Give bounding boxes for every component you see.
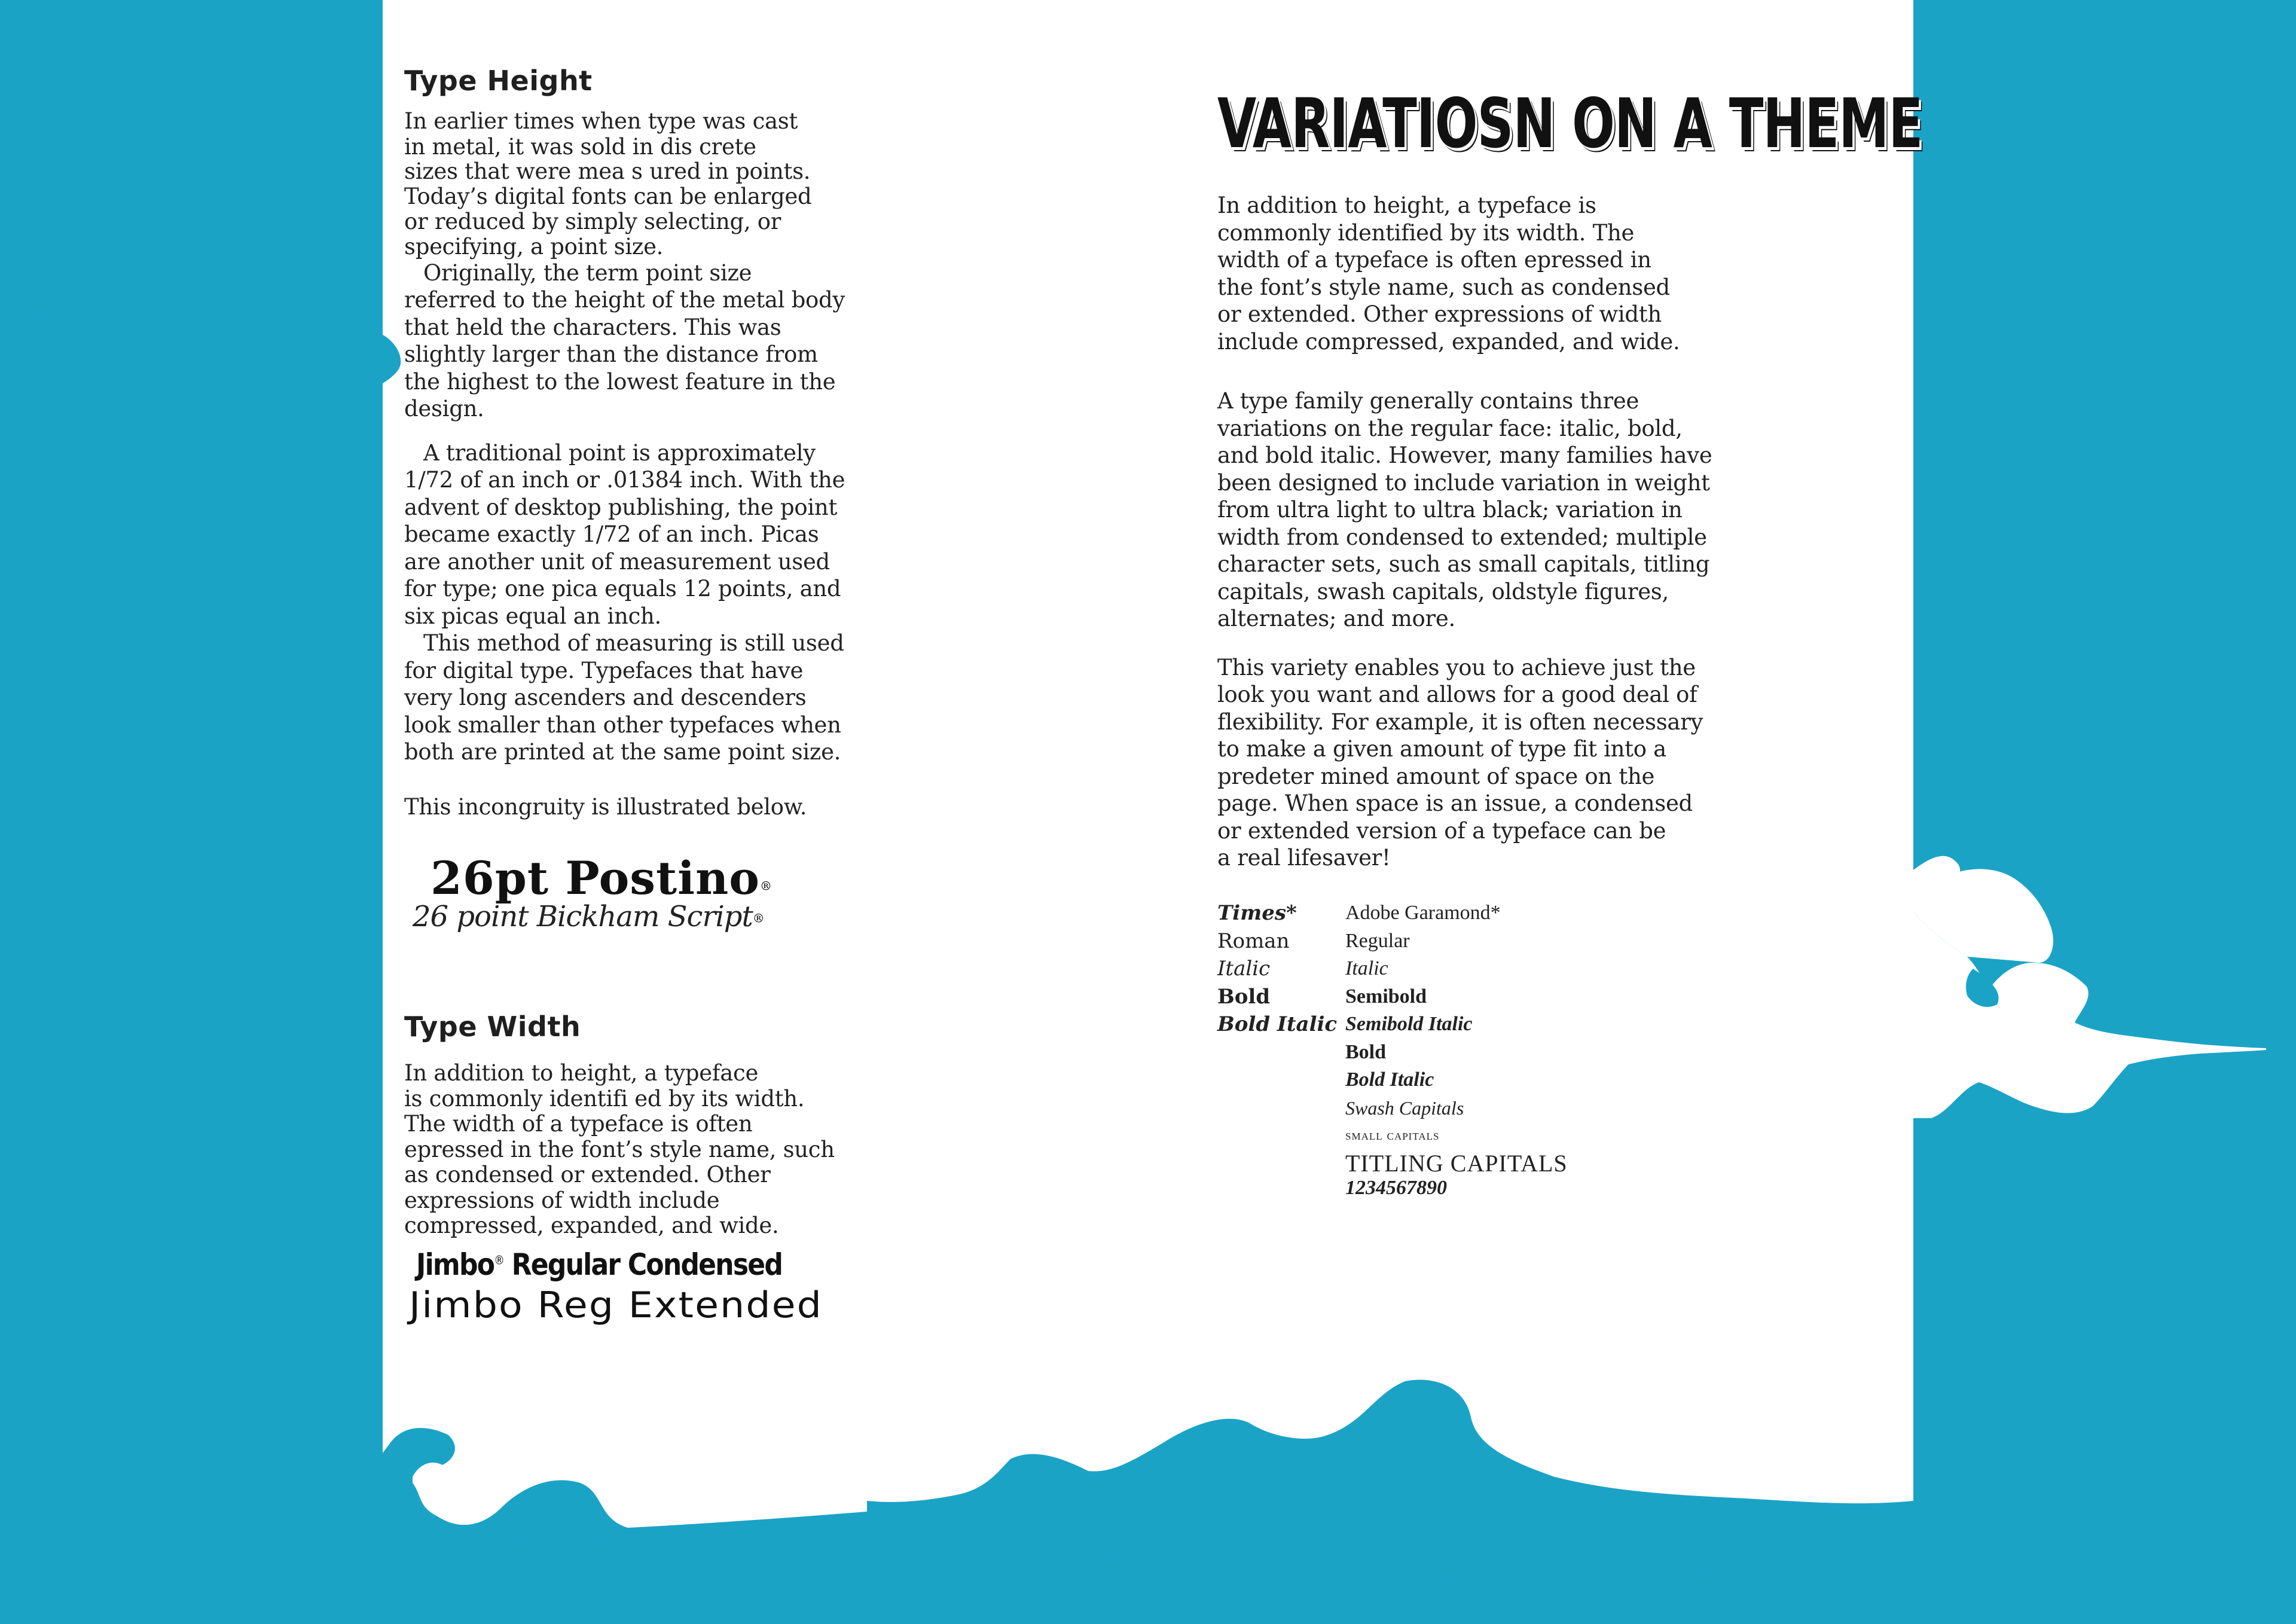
text-line: and bold italic. However, many families have — [1217, 442, 1712, 468]
text-line: In addition to height, a typeface is — [1217, 193, 1596, 218]
garamond-italic: Italic — [1345, 957, 1388, 979]
text-line: This variety enables you to achieve just the — [1217, 654, 1696, 680]
text-line: capitals, swash capitals, oldstyle figures, — [1217, 578, 1669, 605]
text-line: width of a typeface is often epressed in — [1217, 247, 1651, 273]
text-line: a real lifesaver! — [1217, 845, 1391, 871]
text-line: variations on the regular face: italic, bold, — [1217, 415, 1683, 441]
type-height-paragraph-5: This incongruity is illustrated below. — [404, 793, 807, 820]
registered-mark: ® — [759, 878, 772, 893]
text-line: sizes that were mea s ured in points. — [404, 158, 811, 184]
type-height-paragraph-2: Originally, the term point size referred to the height of the metal body that held the characters. This was slightly larger than the distance from the highest to the lowest feature in the design. — [404, 260, 845, 422]
variations-paragraph-2 — [1217, 387, 1791, 633]
text-line: is commonly identifi ed by its width. — [404, 1085, 805, 1112]
garamond-semibold-italic: Semibold Italic — [1345, 1013, 1473, 1035]
text-line: alternates; and more. — [1217, 606, 1455, 631]
text-line: expressions of width include — [404, 1187, 720, 1213]
postino-sample-text: 26pt Postino — [430, 851, 760, 905]
jimbo-extended-sample — [409, 1284, 859, 1326]
garamond-swash-capitals: Swash Capitals — [1345, 1097, 1464, 1119]
text-line: flexibility. For example, it is often necessary — [1217, 709, 1703, 735]
text-line: include compressed, expanded, and wide. — [1217, 328, 1680, 355]
variations-title — [1217, 84, 1923, 163]
variations-title-text: VARIATIOSN ON A THEME — [1217, 84, 1923, 163]
variations-paragraph-1 — [1217, 192, 1791, 355]
garamond-name: Adobe Garamond* — [1345, 902, 1501, 924]
jimbo-condensed-sample — [416, 1247, 859, 1282]
type-height-paragraph-1 — [404, 108, 859, 260]
type-height-paragraph-4: This method of measuring is still used for digital type. Typefaces that have very long ascenders and descenders look smaller than other typefaces when both are printed at the same point size. — [404, 630, 844, 765]
text-line: been designed to include variation in weight — [1217, 469, 1710, 496]
text-line: width from condensed to extended; multiple — [1217, 524, 1707, 550]
times-specimen — [1217, 899, 1337, 1039]
times-bold: Bold — [1217, 984, 1271, 1009]
garamond-semibold: Semibold — [1345, 985, 1427, 1008]
text-line: In addition to height, a typeface — [404, 1060, 759, 1086]
text-line: as condensed or extended. Other — [404, 1162, 771, 1188]
text-line: the font’s style name, such as condensed — [1217, 274, 1670, 300]
garamond-regular: Regular — [1345, 929, 1410, 952]
times-name: Times* — [1217, 901, 1297, 925]
garamond-titling-capitals: TITLING CAPITALS — [1345, 1149, 1568, 1177]
garamond-small-capitals: small capitals — [1345, 1128, 1440, 1143]
postino-sample — [430, 851, 859, 905]
jimbo-condensed-style: Regular Condensed — [503, 1247, 783, 1282]
jimbo-condensed-name: Jimbo — [416, 1247, 494, 1282]
garamond-specimen — [1345, 899, 1608, 1199]
text-line: or extended version of a typeface can be — [1217, 817, 1666, 844]
variations-paragraph-3 — [1217, 654, 1791, 872]
text-line: A type family generally contains three — [1217, 388, 1639, 414]
text-line: or reduced by simply selecting, or — [404, 208, 781, 234]
garamond-bold: Bold — [1345, 1040, 1387, 1063]
jimbo-extended-text: Jimbo Reg Extended — [409, 1284, 823, 1326]
bickham-sample — [413, 900, 859, 933]
text-line: look you want and allows for a good deal of — [1217, 682, 1697, 707]
text-line: or extended. Other expressions of width — [1217, 301, 1662, 327]
type-height-paragraph-3: A traditional point is approximately 1/72 of an inch or .01384 inch. With the advent of desktop publishing, the point became exactly 1/72 of an inch. Picas are another unit of measurement used for type; one pica equals 12 points, and six picas equal an inch. — [404, 439, 845, 629]
text-line: predeter mined amount of space on the — [1217, 763, 1655, 789]
registered-mark: ® — [752, 911, 765, 926]
text-line: specifying, a point size. — [404, 233, 664, 260]
type-width-heading: Type Width — [404, 1011, 581, 1043]
garamond-bold-italic: Bold Italic — [1345, 1069, 1434, 1091]
text-line: In earlier times when type was cast — [404, 108, 798, 134]
text-line: epressed in the font’s style name, such — [404, 1136, 835, 1162]
text-line: to make a given amount of type fit into a — [1217, 736, 1666, 762]
times-italic: Italic — [1217, 957, 1271, 981]
type-height-heading: Type Height — [404, 65, 593, 97]
text-line: from ultra light to ultra black; variation in — [1217, 497, 1683, 523]
bickham-sample-text: 26 point Bickham Script — [413, 900, 753, 933]
times-bold-italic: Bold Italic — [1217, 1012, 1338, 1036]
text-line: compressed, expanded, and wide. — [404, 1213, 779, 1238]
text-line: The width of a typeface is often — [404, 1111, 753, 1137]
text-line: commonly identified by its width. The — [1217, 219, 1635, 246]
text-line: in metal, it was sold in dis crete — [404, 133, 756, 160]
registered-mark: ® — [494, 1252, 504, 1267]
garamond-numerals: 1234567890 — [1345, 1177, 1447, 1199]
type-width-section — [404, 1011, 859, 1326]
type-height-section — [404, 65, 859, 933]
times-roman: Roman — [1217, 929, 1290, 953]
text-line: page. When space is an issue, a condensed — [1217, 790, 1693, 816]
type-width-paragraph — [404, 1061, 859, 1239]
text-line: character sets, such as small capitals, titling — [1217, 551, 1710, 577]
variations-section — [1217, 84, 1923, 872]
text-line: Today’s digital fonts can be enlarged — [404, 183, 812, 209]
